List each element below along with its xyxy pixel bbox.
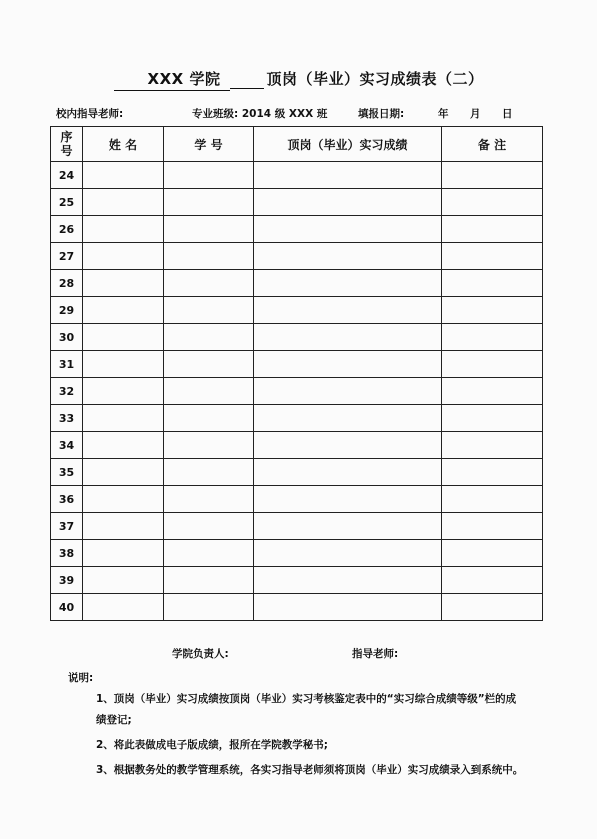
cell-score[interactable] xyxy=(254,459,442,486)
table-row xyxy=(51,378,543,405)
cell-name[interactable] xyxy=(83,324,164,351)
cell-name[interactable] xyxy=(83,216,164,243)
cell-score[interactable] xyxy=(254,243,442,270)
row-number: 40 xyxy=(51,594,83,621)
cell-score[interactable] xyxy=(254,162,442,189)
cell-score[interactable] xyxy=(254,351,442,378)
header-score: 顶岗（毕业）实习成绩 xyxy=(254,127,442,162)
cell-score[interactable] xyxy=(254,405,442,432)
table-row xyxy=(51,486,543,513)
cell-name[interactable] xyxy=(83,405,164,432)
cell-name[interactable] xyxy=(83,459,164,486)
month-label: 月 xyxy=(470,108,481,120)
cell-student-id[interactable] xyxy=(164,243,254,270)
cell-student-id[interactable] xyxy=(164,324,254,351)
cell-score[interactable] xyxy=(254,324,442,351)
table-row xyxy=(51,351,543,378)
table-row xyxy=(51,243,543,270)
cell-student-id[interactable] xyxy=(164,432,254,459)
table-row xyxy=(51,216,543,243)
cell-note[interactable] xyxy=(442,324,543,351)
cell-note[interactable] xyxy=(442,189,543,216)
cell-student-id[interactable] xyxy=(164,216,254,243)
cell-note[interactable] xyxy=(442,432,543,459)
college-head-label: 学院负责人: xyxy=(172,648,229,660)
row-number: 28 xyxy=(51,270,83,297)
class-label: 专业班级: 2014 级 XXX 班 xyxy=(192,108,328,120)
cell-score[interactable] xyxy=(254,189,442,216)
cell-name[interactable] xyxy=(83,432,164,459)
row-number: 25 xyxy=(51,189,83,216)
row-number: 39 xyxy=(51,567,83,594)
table-header-row xyxy=(51,127,543,162)
row-number: 35 xyxy=(51,459,83,486)
cell-note[interactable] xyxy=(442,351,543,378)
row-number: 26 xyxy=(51,216,83,243)
cell-student-id[interactable] xyxy=(164,567,254,594)
cell-note[interactable] xyxy=(442,243,543,270)
row-number: 27 xyxy=(51,243,83,270)
cell-name[interactable] xyxy=(83,189,164,216)
note-item-1: 1、顶岗（毕业）实习成绩按顶岗（毕业）实习考核鉴定表中的“实习综合成绩等级”栏的成 xyxy=(96,693,517,705)
cell-note[interactable] xyxy=(442,270,543,297)
advisor-label: 校内指导老师: xyxy=(56,108,124,120)
cell-student-id[interactable] xyxy=(164,351,254,378)
table-row xyxy=(51,540,543,567)
cell-student-id[interactable] xyxy=(164,594,254,621)
form-info-row xyxy=(56,106,536,122)
cell-note[interactable] xyxy=(442,405,543,432)
cell-name[interactable] xyxy=(83,513,164,540)
cell-score[interactable] xyxy=(254,270,442,297)
cell-student-id[interactable] xyxy=(164,459,254,486)
cell-student-id[interactable] xyxy=(164,378,254,405)
cell-note[interactable] xyxy=(442,216,543,243)
cell-note[interactable] xyxy=(442,513,543,540)
cell-note[interactable] xyxy=(442,378,543,405)
cell-student-id[interactable] xyxy=(164,270,254,297)
row-number: 37 xyxy=(51,513,83,540)
grade-table xyxy=(50,126,543,621)
header-note: 备 注 xyxy=(442,127,543,162)
cell-student-id[interactable] xyxy=(164,540,254,567)
header-seq xyxy=(51,127,83,162)
row-number: 36 xyxy=(51,486,83,513)
row-number: 33 xyxy=(51,405,83,432)
cell-student-id[interactable] xyxy=(164,189,254,216)
cell-score[interactable] xyxy=(254,567,442,594)
cell-student-id[interactable] xyxy=(164,405,254,432)
table-row xyxy=(51,567,543,594)
note-item-3: 3、根据教务处的教学管理系统，各实习指导老师须将顶岗（毕业）实习成绩录入到系统中。 xyxy=(96,764,524,776)
cell-score[interactable] xyxy=(254,378,442,405)
table-body xyxy=(51,162,543,621)
cell-score[interactable] xyxy=(254,486,442,513)
cell-student-id[interactable] xyxy=(164,297,254,324)
cell-score[interactable] xyxy=(254,594,442,621)
day-label: 日 xyxy=(502,108,513,120)
row-number: 31 xyxy=(51,351,83,378)
row-number: 30 xyxy=(51,324,83,351)
cell-student-id[interactable] xyxy=(164,162,254,189)
cell-score[interactable] xyxy=(254,513,442,540)
header-name: 姓 名 xyxy=(83,127,164,162)
cell-name[interactable] xyxy=(83,162,164,189)
cell-note[interactable] xyxy=(442,459,543,486)
row-number: 24 xyxy=(51,162,83,189)
cell-score[interactable] xyxy=(254,540,442,567)
cell-student-id[interactable] xyxy=(164,486,254,513)
cell-name[interactable] xyxy=(83,270,164,297)
row-number: 29 xyxy=(51,297,83,324)
row-number: 32 xyxy=(51,378,83,405)
cell-name[interactable] xyxy=(83,486,164,513)
cell-note[interactable] xyxy=(442,297,543,324)
form-title xyxy=(0,68,597,91)
cell-name[interactable] xyxy=(83,567,164,594)
table-row xyxy=(51,189,543,216)
cell-name[interactable] xyxy=(83,243,164,270)
header-seq-line2: 号 xyxy=(60,144,73,158)
header-student-id: 学 号 xyxy=(164,127,254,162)
cell-score[interactable] xyxy=(254,297,442,324)
cell-student-id[interactable] xyxy=(164,513,254,540)
cell-name[interactable] xyxy=(83,594,164,621)
table-row xyxy=(51,162,543,189)
cell-note[interactable] xyxy=(442,594,543,621)
cell-name[interactable] xyxy=(83,378,164,405)
signature-row xyxy=(0,646,597,662)
table-row xyxy=(51,513,543,540)
date-label: 填报日期: xyxy=(358,108,405,120)
row-number: 34 xyxy=(51,432,83,459)
advisor-sign-label: 指导老师: xyxy=(352,648,399,660)
cell-score[interactable] xyxy=(254,216,442,243)
title-underline xyxy=(230,70,264,89)
notes-section xyxy=(66,668,536,781)
table-row xyxy=(51,459,543,486)
table-row xyxy=(51,432,543,459)
table-row xyxy=(51,297,543,324)
cell-note[interactable] xyxy=(442,540,543,567)
cell-note[interactable] xyxy=(442,486,543,513)
table-row xyxy=(51,405,543,432)
table-row xyxy=(51,594,543,621)
row-number: 38 xyxy=(51,540,83,567)
table-row xyxy=(51,324,543,351)
note-item-2: 2、将此表做成电子版成绩，报所在学院教学秘书; xyxy=(96,739,329,751)
table-row xyxy=(51,270,543,297)
college-name: XXX 学院 xyxy=(114,68,231,91)
year-label: 年 xyxy=(438,108,449,120)
form-title-text: 顶岗（毕业）实习成绩表（二） xyxy=(266,70,484,88)
cell-note[interactable] xyxy=(442,567,543,594)
cell-note[interactable] xyxy=(442,162,543,189)
notes-heading: 说明: xyxy=(68,672,94,684)
header-seq-line1: 序 xyxy=(60,130,73,144)
cell-name[interactable] xyxy=(83,540,164,567)
cell-name[interactable] xyxy=(83,351,164,378)
cell-name[interactable] xyxy=(83,297,164,324)
note-item-1-continued: 绩登记; xyxy=(96,714,132,726)
cell-score[interactable] xyxy=(254,432,442,459)
